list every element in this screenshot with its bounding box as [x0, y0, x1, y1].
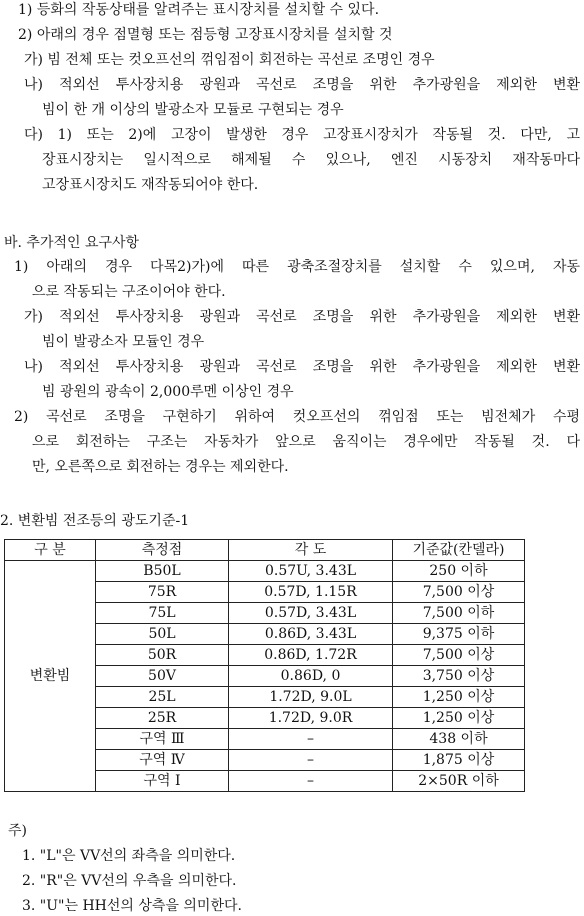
- measurement-point-cell: 25R: [96, 708, 229, 729]
- luminous-intensity-table: [4, 539, 525, 792]
- measurement-point-cell: 50R: [96, 645, 229, 666]
- reference-value-cell: 7,500 이상: [393, 582, 525, 603]
- table-body: [5, 561, 525, 792]
- text-line: 빔이 발광소자 모듈인 경우: [42, 334, 205, 350]
- header-measurement-point: 측정점: [96, 540, 229, 561]
- measurement-point-cell: 75R: [96, 582, 229, 603]
- angle-cell: 0.86D, 3.43L: [229, 624, 393, 645]
- angle-cell: 1.72D, 9.0L: [229, 687, 393, 708]
- section-ba-heading: 바. 추가적인 요구사항: [4, 235, 140, 251]
- group-label-cell: 변환빔: [5, 561, 96, 792]
- text-line: 나) 적외선 투사장치용 광원과 곡선로 조명을 위한 추가광원을 제외한 변환: [24, 359, 580, 375]
- text-line: 빔 광원의 광속이 2,000루멘 이상인 경우: [42, 384, 294, 400]
- measurement-point-cell: 75L: [96, 603, 229, 624]
- text-line: 가) 적외선 투사장치용 광원과 곡선로 조명을 위한 추가광원을 제외한 변환: [24, 309, 580, 325]
- text-line: 2) 아래의 경우 점멸형 또는 점등형 고장표시장치를 설치할 것: [18, 27, 393, 43]
- reference-value-cell: 250 이하: [393, 561, 525, 582]
- reference-value-cell: 7,500 이하: [393, 603, 525, 624]
- text-line: 1) 아래의 경우 다목2)가)에 따른 광축조절장치를 설치할 수 있으며, 자동: [14, 259, 580, 275]
- note-item: 1. "L"은 VV선의 좌측을 의미한다.: [22, 848, 236, 864]
- measurement-point-cell: 50L: [96, 624, 229, 645]
- reference-value-cell: 9,375 이하: [393, 624, 525, 645]
- text-line: 빔이 한 개 이상의 발광소자 모듈로 구현되는 경우: [42, 102, 344, 118]
- text-line: 만, 오른쪽으로 회전하는 경우는 제외한다.: [32, 459, 289, 475]
- table-row: [5, 561, 525, 582]
- angle-cell: –: [229, 771, 393, 792]
- reference-value-cell: 2×50R 이하: [393, 771, 525, 792]
- text-line: 으로 작동되는 구조이어야 한다.: [32, 284, 226, 300]
- text-line: 고장표시장치도 재작동되어야 한다.: [42, 177, 259, 193]
- header-reference-value: 기준값(칸델라): [393, 540, 525, 561]
- measurement-point-cell: 50V: [96, 666, 229, 687]
- angle-cell: 1.72D, 9.0R: [229, 708, 393, 729]
- reference-value-cell: 1,875 이상: [393, 750, 525, 771]
- text-line: 1) 등화의 작동상태를 알려주는 표시장치를 설치할 수 있다.: [18, 2, 380, 18]
- note-item: 3. "U"는 HH선의 상측을 의미한다.: [22, 898, 242, 914]
- table-header-row: [5, 540, 525, 561]
- text-line: 2) 곡선로 조명을 구현하기 위하여 컷오프선의 꺾임점 또는 빔전체가 수평: [14, 409, 580, 425]
- angle-cell: 0.86D, 0: [229, 666, 393, 687]
- measurement-point-cell: 25L: [96, 687, 229, 708]
- notes-heading: 주): [8, 823, 27, 839]
- measurement-point-cell: 구역 Ⅰ: [96, 771, 229, 792]
- reference-value-cell: 1,250 이상: [393, 687, 525, 708]
- reference-value-cell: 3,750 이상: [393, 666, 525, 687]
- measurement-point-cell: 구역 Ⅲ: [96, 729, 229, 750]
- header-angle: 각 도: [229, 540, 393, 561]
- text-line: 으로 회전하는 구조는 자동차가 앞으로 움직이는 경우에만 작동될 것. 다: [32, 434, 580, 450]
- angle-cell: –: [229, 729, 393, 750]
- angle-cell: 0.57D, 1.15R: [229, 582, 393, 603]
- reference-value-cell: 1,250 이상: [393, 708, 525, 729]
- angle-cell: 0.57D, 3.43L: [229, 603, 393, 624]
- header-category: 구 분: [5, 540, 96, 561]
- angle-cell: 0.57U, 3.43L: [229, 561, 393, 582]
- measurement-point-cell: 구역 Ⅳ: [96, 750, 229, 771]
- text-line: 다) 1) 또는 2)에 고장이 발생한 경우 고장표시장치가 작동될 것. 다만, 고: [24, 127, 580, 143]
- section-2-title: 2. 변환빔 전조등의 광도기준-1: [0, 513, 190, 529]
- reference-value-cell: 438 이하: [393, 729, 525, 750]
- text-line: 나) 적외선 투사장치용 광원과 곡선로 조명을 위한 추가광원을 제외한 변환: [24, 77, 580, 93]
- text-line: 장표시장치는 일시적으로 해제될 수 있으나, 엔진 시동장치 재작동마다: [42, 152, 580, 168]
- angle-cell: –: [229, 750, 393, 771]
- angle-cell: 0.86D, 1.72R: [229, 645, 393, 666]
- note-item: 2. "R"은 VV선의 우측을 의미한다.: [22, 873, 237, 889]
- measurement-point-cell: B50L: [96, 561, 229, 582]
- text-line: 가) 빔 전체 또는 컷오프선의 꺾임점이 회전하는 곡선로 조명인 경우: [24, 52, 435, 68]
- reference-value-cell: 7,500 이상: [393, 645, 525, 666]
